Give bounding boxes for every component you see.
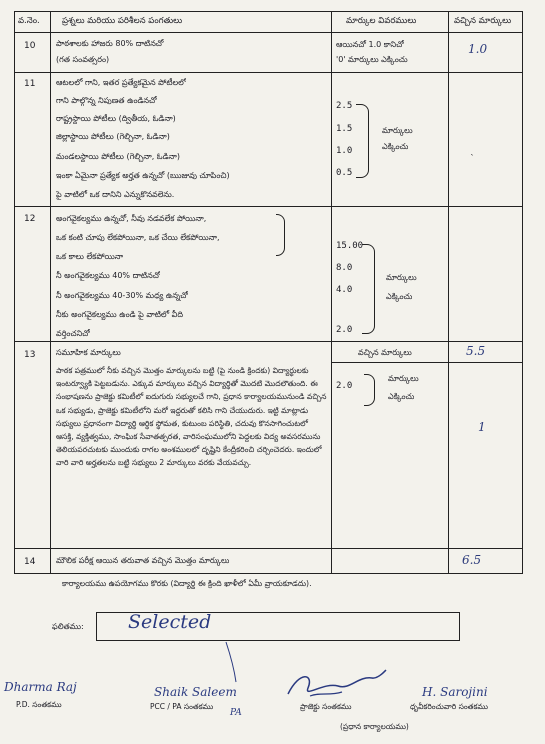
verifier-signature: H. Sarojini [422, 685, 488, 699]
row11-score-mark: ` [470, 154, 475, 164]
row13-marks-note: ఎక్కించు [388, 392, 415, 401]
row-divider [14, 206, 523, 207]
verifier-signature-label: ధృవీకరించువారి సంతకము [410, 702, 488, 711]
project-signature-sub: (ప్రధాన కార్యాలయము) [340, 722, 409, 731]
header-question: ప్రశ్నలు మరియు పరిశీలన పంగతులు [62, 16, 183, 26]
row11-mark: 0.5 [336, 168, 353, 178]
row10-score: 1.0 [468, 44, 488, 55]
row11-marks-note: ఎక్కించు [382, 142, 409, 151]
project-signature-scrawl [280, 666, 390, 702]
row-divider [331, 362, 523, 363]
row14-text: మౌలిక పరీక్ష ఆయిన తరువాత వచ్చిన మొత్తం మార్కులు [56, 556, 230, 565]
row11-line: గాని పాల్గొన్న నిపుణత ఉండినచో [56, 96, 157, 105]
row13-marks-header: వచ్చిన మార్కులు [358, 348, 412, 357]
row12-marks-note: ఎక్కించు [386, 292, 413, 301]
row12-line: ఒక కంటి చూపు లేకపోయినా, ఒక చేయి లేకపోయినా, [56, 233, 220, 242]
row-divider [14, 341, 523, 342]
row13-title: సమూహిక మార్కులు [56, 348, 121, 357]
pcc-signature-label: PCC / PA సంతకము [150, 702, 214, 711]
result-label: ఫలితము: [52, 622, 84, 631]
row13-mark: 2.0 [336, 381, 353, 391]
row12-mark: 15.00 [336, 241, 364, 251]
row12-mark: 4.0 [336, 285, 353, 295]
row12-mark: 8.0 [336, 263, 353, 273]
row10-line: (గత సంవత్సరం) [56, 55, 110, 64]
row11-mark: 1.5 [336, 124, 353, 134]
row11-line: జిల్లాస్థాయి పోటీలు (గెల్చినా, ఓడినా) [56, 132, 170, 141]
row-divider [14, 72, 523, 73]
row11-line: రాష్ట్రస్థాయి పోటీలు (ద్వితీయ, ఓడినా) [56, 114, 176, 123]
row12-line: అంగవైకల్యము ఉన్నచో, నీవు నడవలేక పోయినా, [56, 214, 207, 223]
row13-paragraph: పాఠక పత్రములో నీకు వచ్చిన మొత్తం మార్కులను బట్టి (పై నుండి క్రిందకు) విద్యార్థులకు ఇంటర్వ్యూకి పెట్టబడును. ఎక్కువ మార్కులు వచ్చిన విద్యార్థితో మొదటి మొదలౌతుంది. ఈ సంభాషణను ప్రాజెక్టు కమిటీలో ఐదుగురు సభ్యులచే గాని, ప్రధాన కార్యాలయమునుండి వచ్చిన ఒక సభ్యుడు, ప్రాజెక్టు కమిటీలోని మరో ఇద్దరుతో కలిసి గాని చేయుదురు. ఇట్టి మాట్లాడు సభ్యులు ప్రధానంగా విద్యార్థి ఆర్థిక స్థోమత, కుటుంబ పరిస్థితి, చదువు కొనసాగించుటలో ఆసక్తి, వ్యక్తిత్వము, సాంఘిక సేవాతత్పరత, వారిసంఘములోని పెద్దలకు విద్య అవసరమును తెలియపరచుటకు ముందుకు రాగల అంశములలో దృష్టిని కేంద్రీకరించి చర్చించెదరు. ఇందులో వారి వారి అర్హతలను బట్టి సభ్యులు 2 మార్కులు వరకు వేయవచ్చు. [56, 366, 327, 468]
row-divider [14, 32, 523, 33]
row12-line: ఒక కాలు లేకపోయినా [56, 252, 124, 261]
signature-connector-line [222, 640, 242, 684]
row11-line: ఆటలలో గాని, ఇతర ప్రత్యేకమైన పోటీలలో [56, 78, 187, 87]
pcc-signature: Shaik Saleem [154, 685, 237, 699]
header-sno: వ.నెం. [18, 16, 40, 26]
row11-mark: 1.0 [336, 146, 353, 156]
row12-marks-note: మార్కులు [386, 273, 417, 282]
header-marks-got: వచ్చిన మార్కులు [454, 16, 512, 26]
row10-marks-line: '0' మార్కులు ఎక్కించు [336, 55, 408, 64]
row-number: 10 [24, 41, 36, 51]
header-marks-detail: మార్కుల వివరములు [346, 16, 417, 26]
row-divider [14, 548, 523, 549]
project-signature-label: ప్రాజెక్టు సంతకము [300, 702, 352, 711]
row-number: 12 [24, 214, 36, 224]
row11-line: ఇంకా ఏమైనా ప్రత్యేక అర్హత ఉన్నచో (ఋజువు చూపించి) [56, 171, 230, 180]
row12-line: వర్తించనిచో [56, 329, 90, 338]
column-divider [331, 11, 332, 574]
row12-text-brace [276, 214, 285, 256]
row10-line: పాఠశాలకు హాజరు 80% దాటినచో [56, 39, 164, 48]
result-signature: Selected [128, 611, 212, 633]
row11-line: పై వాటిలో ఒక దానిని ఎన్నుకొనవలెను. [56, 190, 175, 199]
row10-marks-line: ఆయినచో 1.0 కానిచో [336, 40, 404, 49]
pd-signature: Dharma Raj [4, 680, 77, 694]
row12-line: నీ అంగవైకల్యము 40-30% మధ్య ఉన్నచో [56, 291, 188, 300]
row13-marks-note: మార్కులు [388, 374, 419, 383]
row13-score-mark: 1 [478, 422, 486, 433]
row11-line: మండలస్థాయి పోటీలు (గెల్చినా, ఓడినా) [56, 152, 180, 161]
row12-line: నీకు అంగవైకల్యము ఉండి పై వాటిలో వీది [56, 310, 184, 319]
row12-brace [362, 244, 375, 334]
row-number: 11 [24, 79, 36, 89]
office-use-note: కార్యాలయము ఉపయోగము కొరకు (విద్యార్థి ఈ క్రింది ఖాళీలో ఏమీ వ్రాయకూడదు). [62, 579, 312, 588]
column-divider [50, 11, 51, 574]
pcc-signature-extra: PA [230, 708, 242, 718]
row13-score: 5.5 [466, 346, 486, 357]
row11-brace [356, 104, 369, 178]
row11-marks-note: మార్కులు [382, 126, 413, 135]
row-number: 14 [24, 557, 36, 567]
row-number: 13 [24, 350, 36, 360]
row11-mark: 2.5 [336, 101, 353, 111]
row12-mark: 2.0 [336, 325, 353, 335]
row14-score: 6.5 [462, 555, 482, 566]
column-divider [448, 11, 449, 574]
pd-signature-label: P.D. సంతకము [16, 700, 62, 709]
row13-brace [364, 374, 375, 406]
row12-line: నీ అంగవైకల్యము 40% దాటినచో [56, 271, 161, 280]
